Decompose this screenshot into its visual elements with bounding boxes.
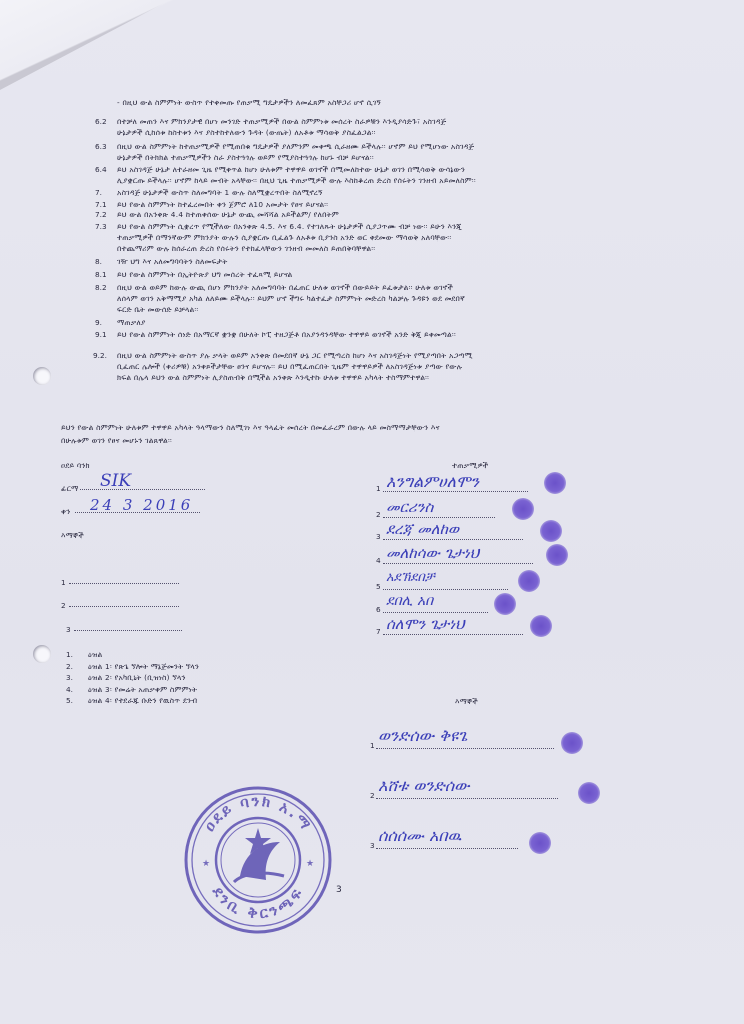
thumbprint-icon bbox=[529, 832, 551, 854]
clause-number: 7. bbox=[95, 188, 102, 197]
beneficiary-line bbox=[383, 517, 495, 518]
clause-text-line: ክፍል በሌላ ይህን ውል ስምምነት ሊያስጠብቅ በሚችል አንቀጽ እንዲተኩ ሁለቱ ተዋዋይ አካላት ተስማምተዋል፡፡ bbox=[117, 373, 430, 382]
clause-number: 6.2 bbox=[95, 117, 107, 126]
stamp-bottom-text: ደንቢ ቅርንጫፍ bbox=[208, 882, 308, 923]
bank-date-label: ቀን bbox=[61, 507, 71, 516]
clause-number: 9.2. bbox=[93, 351, 107, 360]
bank-witness-1-line bbox=[69, 583, 179, 584]
clause-text-line: ሁኔታዎች ሲከሰቱ ከስተቱን እና ያስተከተለውን ጉዳት (ውጤት) ለአቶቱ ማሳወቅ ያስፈልጋል፡፡ bbox=[117, 128, 376, 137]
thumbprint-icon bbox=[512, 498, 534, 520]
witness-number: 1 bbox=[370, 741, 375, 750]
beneficiary-number: 1 bbox=[376, 484, 381, 493]
clause-text-line: በዚህ ውል ወይም ከውሉ ውጪ በሆነ ምክንያት አለመግባባት በፈጠር ሁለቱ ወገኖች በውይይት ይፈቱታል፡፡ ሁለቱ ወገኖች bbox=[117, 283, 453, 292]
clause-number: 8.1 bbox=[95, 270, 107, 279]
witness-line bbox=[376, 748, 554, 749]
clause-text-line: ይህ የውል ስምምነት ሰነድ በአማርኛ ቋንቋ በሁለት ኮፒ ተዘጋጅቶ በአያንዳንዳቸው ተዋዋይ ወገኖች አንድ ቅጂ ይቀመጣል፡፡ bbox=[117, 330, 456, 339]
clause-text-line: ሊያቋርጡ ይችላሉ፡፡ ሆኖም ከላይ መብት አላቸው፡፡ በዚህ ጊዜ ተጠቃሚዎች ውሉ እስከቆረጠ ድረስ የሰሩትን ገንዘብ አይመለስም፡፡ bbox=[117, 176, 476, 185]
beneficiary-signature: ደረጃ መለከወ bbox=[386, 520, 460, 538]
clause-text-line: ይህ የውል ስምምነት ከተፈረመበት ቀን ጀምሮ ለ10 አመታት የፀና ይሆናል፡፡ bbox=[117, 200, 329, 209]
clause-text-line: ሁኔታዎች በትክክል ተጠቃሚዎችን ስራ ያስተጓጎሉ ወይም የሚያስተጓጎሉ ከሆኑ ብቻ ይሆናል፡፡ bbox=[117, 153, 374, 162]
attachment-number: 1. bbox=[66, 650, 73, 659]
clause-text-line: በተጨማሪም ውሉ ከሰራረጠ ድረስ የሰሩትን የተከፈላቸውን ገንዘብ መመለስ ይጠበቅባቸዋል፡፡ bbox=[117, 244, 376, 253]
thumbprint-icon bbox=[540, 520, 562, 542]
svg-text:ዐደይ ባንክ አ.ማ bbox=[200, 792, 316, 835]
beneficiary-line bbox=[383, 634, 523, 635]
stamp-logo-icon bbox=[234, 828, 284, 882]
beneficiary-signature: መለከሳው ጌታነህ bbox=[386, 544, 480, 562]
bank-witness-3-line bbox=[74, 630, 182, 631]
beneficiary-number: 3 bbox=[376, 532, 381, 541]
witness-line bbox=[376, 798, 558, 799]
beneficiary-signature: አደኽደበቻ bbox=[386, 570, 435, 585]
stamp-top-text: ዐደይ ባንክ አ.ማ bbox=[200, 791, 316, 835]
beneficiary-line bbox=[383, 589, 508, 590]
clause-number: 6.4 bbox=[95, 165, 107, 174]
clause-text-line: ይህ የውል ስምምነት ሲቋረጥ የሚችለው በአንቀጽ 4.5. እና 6.4. የተገለጹት ሁኔታዎች ሲያጋጥሙ ብቻ ነው፡፡ ይሁን እንጂ bbox=[117, 222, 462, 231]
attachment-item: ዕዝል bbox=[88, 650, 103, 659]
bank-date: 24 3 2016 bbox=[90, 496, 194, 514]
beneficiary-signature: ደበሊ አበ bbox=[386, 593, 434, 609]
header-line: - በዚህ ውል ስምምነት ውስጥ የተቀመጡ የጠቃሚ ግዴታዎችን ለመፈጸም አስቸጋሪ ሆኖ ሲገኝ bbox=[117, 98, 382, 107]
witness-line bbox=[376, 848, 518, 849]
page-number: 3 bbox=[336, 885, 342, 895]
thumbprint-icon bbox=[494, 593, 516, 615]
clause-number: 7.3 bbox=[95, 222, 107, 231]
clause-number: 6.3 bbox=[95, 142, 107, 151]
clause-text-line: ገዥ ህግ እና አለመግባባትን ስለመፍታት bbox=[117, 257, 228, 266]
attachment-item: ዕዝል 2፡ የአካቢኒት (ቢዝነስ) ኘላን bbox=[88, 673, 186, 682]
attachment-number: 4. bbox=[66, 684, 73, 694]
clause-number: 8. bbox=[95, 257, 102, 266]
clause-number: 9. bbox=[95, 318, 102, 327]
beneficiary-number: 5 bbox=[376, 582, 381, 591]
clause-text-line: ይህ የውል ስምምነት በኢትዮጵያ ህግ መሰረት ተፈጻሚ ይሆናል bbox=[117, 270, 293, 279]
thumbprint-icon bbox=[544, 472, 566, 494]
witness-number: 2 bbox=[370, 791, 375, 800]
beneficiary-line bbox=[383, 612, 488, 613]
attachment-number: 2. bbox=[66, 661, 73, 671]
clause-text-line: ይህ አስገዳጅ ሁኔታ ለተራዘመ ጊዜ የሚቀጥል ከሆነ ሁለቱም ተዋዋይ ወገኖች በሚመለከተው ሁኔታ ወገን በሚሳወቅ ውሳኔውን bbox=[117, 165, 465, 174]
clause-text-line: በዚህ ውል ስምምነት ከተጠቃሚዎች የሚጠበቁ ግዴታዎች ያለምንም መቀጫ ሲራዘሙ ይችላሉ፡፡ ሆኖም ይህ የሚሆነው አስገዳጅ bbox=[117, 142, 475, 151]
beneficiary-signature: መርሪንስ bbox=[386, 498, 434, 516]
witness-signature: እሸቱ ወንድሰው bbox=[378, 776, 470, 795]
beneficiaries-label: ተጠቃሚዎች bbox=[452, 461, 489, 470]
witnesses-label: እማኞች bbox=[455, 697, 478, 706]
clause-number: 8.2 bbox=[95, 283, 107, 292]
thumbprint-icon bbox=[561, 732, 583, 754]
stamp-star-left-icon: ★ bbox=[202, 859, 211, 869]
thumbprint-icon bbox=[546, 544, 568, 566]
attachment-item: ዕዝል 4፡ የተደራጁ ቡድን የዉስጥ ደንብ bbox=[88, 696, 198, 705]
thumbprint-icon bbox=[530, 615, 552, 637]
clause-number: 7.1 bbox=[95, 200, 107, 209]
bank-label: ዐደይ ባንክ bbox=[61, 461, 90, 470]
thumbprint-icon bbox=[578, 782, 600, 804]
beneficiary-line bbox=[383, 539, 523, 540]
beneficiary-number: 4 bbox=[376, 556, 381, 565]
clause-text-line: ማጠቃለያ bbox=[117, 318, 146, 327]
bank-witness-2-line bbox=[69, 606, 179, 607]
bank-witness-label: እማኞች bbox=[61, 531, 84, 540]
bank-signature: SIK bbox=[100, 471, 132, 491]
punch-hole bbox=[33, 367, 51, 385]
attachment-item: ዕዝል 3፡ የመሬት አጠቃቀም ስምምነት bbox=[88, 684, 198, 694]
beneficiary-number: 2 bbox=[376, 510, 381, 519]
beneficiary-number: 7 bbox=[376, 627, 381, 636]
clause-text-line: ለሰላም ወገን አቅማሚያ አካል ለለይሙ ይችላሉ፡፡ ይህም ሆኖ ችግሩ ካልተፈታ ስምምነት መድረስ ካልቻሉ ጉዳዩን ወደ መደበኛ bbox=[117, 294, 465, 303]
witness-number: 3 bbox=[370, 841, 375, 850]
bank-sign-label: ፊርማ bbox=[61, 484, 79, 493]
bank-witness-3-num: 3 bbox=[66, 625, 71, 634]
closing-line: በሁሉቱም ወገን የፀና መሆኑን ገልጸዋል፡፡ bbox=[61, 436, 173, 445]
witness-signature: ወንድሰው ቅዩጌ bbox=[378, 726, 468, 745]
clause-text-line: ይህ ውል በአንቀጽ 4.4 ከተጠቀሰው ሁኔታ ውጪ መሻሻል አይችልም/ የለበትም bbox=[117, 210, 339, 219]
folded-corner-highlight bbox=[0, 0, 175, 95]
beneficiary-number: 6 bbox=[376, 605, 381, 614]
bank-witness-1-num: 1 bbox=[61, 578, 66, 587]
attachment-item: ዕዝል 1፡ የጽጌ ኘሎት ማኔጅመንት ኘላን bbox=[88, 661, 200, 671]
closing-line: ይህን የውል ስምምነት ሁለቱም ተዋዋይ አካላት ዓላማውን ስለሚገነ እና ዓላፈት መሰረት በመፈራረም በውሉ ላይ መስማማታቸውን እና bbox=[61, 423, 440, 432]
clause-text-line: በተቻለ መጠን እና ምክንያታዊ በሆነ መንገድ ተጠቃሚዎች በውል ስምምነቱ መሰረት ስራዎቹን እንዲያሳድጉ፣ አስገዳጅ bbox=[117, 117, 447, 126]
attachment-number: 5. bbox=[66, 696, 73, 705]
clause-text-line: ተጠቃሚዎች በማንኛውም ምክንያት ውሉን ሲያቋርጡ ቢፈልጉ ለአቶቱ ቢያንስ አንድ ወር ቀደመው ማሳወቅ አለባቸው፡፡ bbox=[117, 233, 452, 242]
clause-text-line: ቢፈጠር ሌሎች (ቀሪዎቹ) አንቀጾችታቸው ፀንና ይሆናሉ፡፡ ይህ በሚፈጠርበት ጊዜም ተዋዋይዎች ለአስገዳጅነቱ ያጣው የውሉ bbox=[117, 362, 463, 371]
beneficiary-signature: እንግልምሀለሞን bbox=[386, 472, 479, 491]
bank-sign-line bbox=[80, 489, 205, 490]
bank-stamp bbox=[182, 784, 334, 936]
beneficiary-signature: ሰለሞን ጌታነህ bbox=[386, 615, 465, 633]
clause-number: 7.2 bbox=[95, 210, 107, 219]
clause-text-line: አስገዳጅ ሁኔታዎች ውስጥ ስለመግባት 1 ውሉ ስለሚቋረጥበት ስለሚኖረኝ bbox=[117, 188, 323, 197]
punch-hole bbox=[33, 645, 51, 663]
witness-signature: ሰሰሰሙ አበዉ bbox=[378, 826, 462, 845]
clause-text-line: በዚህ ውል ስምምነት ውስጥ ያሉ ቃላት ወይም አንቀጽ በመደበኛ ሁኔ ጋር የሚጣረስ ከሆነ እና አስገዳጅነት የሚያጣበት አጋጣሚ bbox=[117, 351, 473, 360]
clause-number: 9.1 bbox=[95, 330, 107, 339]
beneficiary-line bbox=[383, 563, 533, 564]
stamp-star-right-icon: ★ bbox=[306, 859, 315, 869]
thumbprint-icon bbox=[518, 570, 540, 592]
clause-text-line: ፍርድ ቤት መውሰድ ይቻላል፡፡ bbox=[117, 305, 199, 314]
attachment-number: 3. bbox=[66, 673, 73, 682]
bank-witness-2-num: 2 bbox=[61, 601, 66, 610]
